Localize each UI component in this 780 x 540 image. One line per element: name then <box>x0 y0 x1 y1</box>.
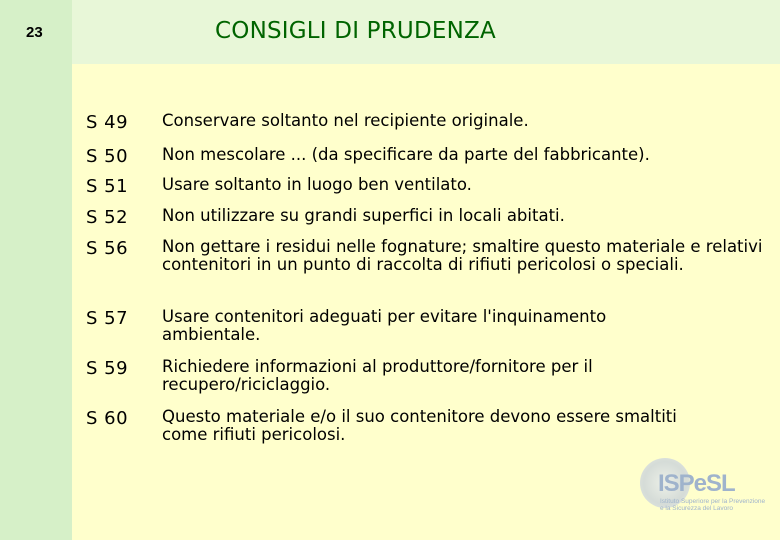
item-code: S 52 <box>86 207 129 228</box>
item-code: S 57 <box>86 308 129 329</box>
item-code: S 49 <box>86 112 129 133</box>
item-code: S 51 <box>86 176 129 197</box>
slide-number: 23 <box>26 24 43 41</box>
logo-subtitle: Istituto Superiore per la Prevenzione e la Sicurezza del Lavoro <box>660 498 766 512</box>
item-text: Questo materiale e/o il suo contenitore devono essere smaltiti come rifiuti pericolosi. <box>162 407 677 444</box>
logo-name: ISPeSL <box>658 470 735 497</box>
ispesl-logo <box>640 458 766 518</box>
item-text: Non utilizzare su grandi superfici in locali abitati. <box>162 206 565 225</box>
item-text: Usare soltanto in luogo ben ventilato. <box>162 175 472 194</box>
item-text: Richiedere informazioni al produttore/fornitore per il recupero/riciclaggio. <box>162 357 593 394</box>
item-text: Conservare soltanto nel recipiente originale. <box>162 111 529 130</box>
left-sidebar <box>0 0 72 540</box>
item-code: S 56 <box>86 238 129 259</box>
item-text: Usare contenitori adeguati per evitare l'inquinamento ambientale. <box>162 307 607 344</box>
item-text: Non mescolare ... (da specificare da parte del fabbricante). <box>162 145 650 164</box>
item-code: S 59 <box>86 358 129 379</box>
item-code: S 60 <box>86 408 129 429</box>
page-title: CONSIGLI DI PRUDENZA <box>215 18 496 44</box>
item-code: S 50 <box>86 146 129 167</box>
item-text: Non gettare i residui nelle fognature; smaltire questo materiale e relativi contenitori in un punto di raccolta di rifiuti pericolosi o speciali. <box>162 237 763 274</box>
